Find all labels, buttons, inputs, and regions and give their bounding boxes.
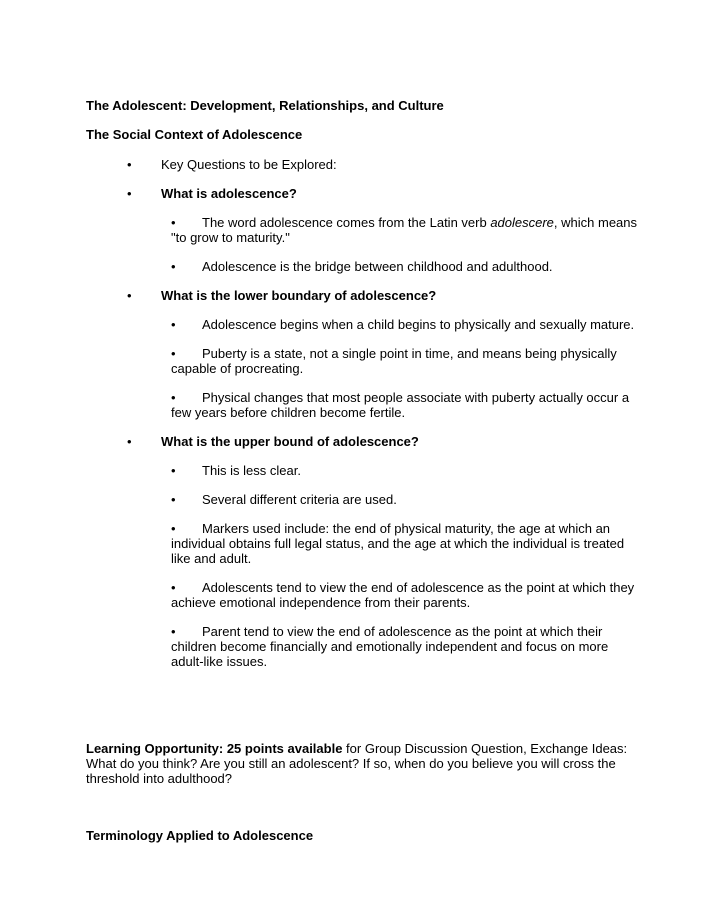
bullet-glyph: • [171,492,176,507]
bullet-glyph: • [127,157,132,172]
section-heading-terminology: Terminology Applied to Adolescence [86,828,314,843]
subpoint-text: , which means "to grow to maturity." [171,215,638,245]
subpoint-text: Puberty is a state, not a single point in time, and means being physically capable of procreating. [171,346,617,376]
bullet-glyph: • [171,521,176,536]
subpoint-criteria [171,492,641,507]
subpoint-text: Parent tend to view the end of adolescence as the point at which their children become financially and emotionally independent and focus on more adult-like issues. [171,624,609,669]
bullet-glyph: • [171,390,176,405]
subpoint-physical-changes [171,390,641,420]
key-questions-text: Key Questions to be Explored: [161,157,337,172]
subpoint-text: Adolescence is the bridge between childhood and adulthood. [202,259,553,274]
subpoint-bridge [171,259,641,274]
subpoint-text: Adolescence begins when a child begins to physically and sexually mature. [202,317,635,332]
bullet-glyph: • [171,624,176,639]
learning-opportunity-label: Learning Opportunity: 25 points available [86,741,343,756]
bullet-glyph: • [171,580,176,595]
bullet-glyph: • [127,288,132,303]
bullet-glyph: • [171,346,176,361]
document-title: The Adolescent: Development, Relationships, and Culture [86,98,444,113]
subpoint-text: The word adolescence comes from the Latin verb [202,215,491,230]
latin-term: adolescere [490,215,554,230]
subpoint-parents-view [171,624,641,669]
bullet-glyph: • [127,186,132,201]
subpoint-markers [171,521,641,566]
subpoint-puberty-state [171,346,641,376]
bullet-glyph: • [171,215,176,230]
subpoint-text: This is less clear. [202,463,301,478]
subpoint-text: Several different criteria are used. [202,492,397,507]
section-heading-social-context: The Social Context of Adolescence [86,127,303,142]
learning-opportunity-text: for Group Discussion Question, Exchange Ideas: What do you think? Are you still an adolescent? If so, when do you believe you will cross the threshold into adulthood? [86,741,628,786]
question-what-is-adolescence: What is adolescence? [161,186,297,201]
learning-opportunity-paragraph [86,741,634,786]
subpoint-begins-mature [171,317,641,332]
subpoint-adolescents-view [171,580,641,610]
subpoint-text: Physical changes that most people associate with puberty actually occur a few years before children become fertile. [171,390,630,420]
bullet-glyph: • [171,317,176,332]
question-upper-bound: What is the upper bound of adolescence? [161,434,419,449]
bullet-glyph: • [171,463,176,478]
subpoint-latin-origin [171,215,641,245]
subpoint-text: Adolescents tend to view the end of adolescence as the point at which they achieve emotional independence from their parents. [171,580,635,610]
question-lower-boundary: What is the lower boundary of adolescence? [161,288,437,303]
subpoint-less-clear [171,463,641,478]
bullet-glyph: • [127,434,132,449]
bullet-glyph: • [171,259,176,274]
subpoint-text: Markers used include: the end of physical maturity, the age at which an individual obtains full legal status, and the age at which the individual is treated like and adult. [171,521,625,566]
